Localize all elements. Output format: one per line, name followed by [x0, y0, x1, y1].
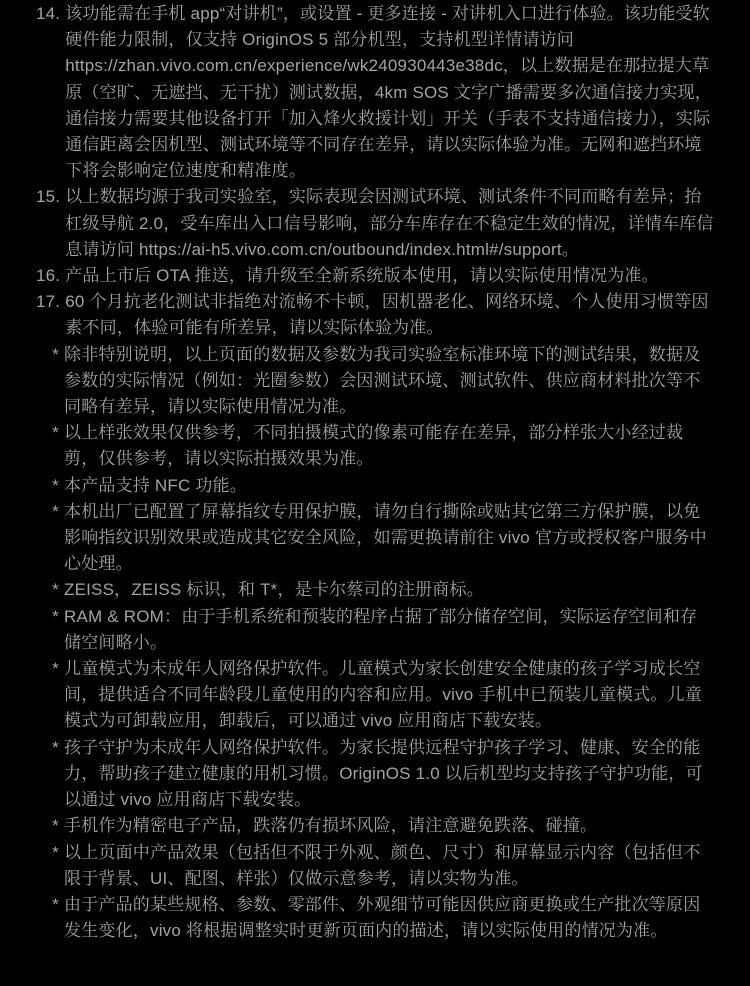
footnote-text: 儿童模式为未成年人网络保护软件。儿童模式为家长创建安全健康的孩子学习成长空间，提供适合不同年龄段儿童使用的内容和应用。vivo 手机中已预装儿童模式。儿童模式为可卸载应用，卸载后，可以通过 vivo 应用商店下载安装。	[64, 659, 702, 731]
footnote-item	[36, 656, 714, 735]
footnote-asterisk: *	[52, 580, 59, 600]
numbered-notes-list	[36, 1, 714, 342]
numbered-note-item	[36, 289, 714, 341]
footnote-asterisk: *	[52, 737, 59, 757]
footnote-item	[36, 420, 714, 472]
footnote-text: ZEISS，ZEISS 标识，和 T*，是卡尔蔡司的注册商标。	[64, 580, 484, 600]
footnote-item	[36, 473, 714, 499]
footnote-asterisk: *	[52, 423, 59, 443]
footnote-text: 以上样张效果仅供参考，不同拍摄模式的像素可能存在差异，部分样张大小经过裁剪，仅供参考，请以实际拍摄效果为准。	[64, 423, 684, 469]
footnote-item	[36, 735, 714, 814]
note-text: 60 个月抗老化测试非指绝对流畅不卡顿，因机器老化、网络环境、个人使用习惯等因素不同，体验可能有所差异，请以实际体验为准。	[65, 292, 709, 338]
numbered-note-item	[36, 184, 714, 263]
footnote-text: 手机作为精密电子产品，跌落仍有损坏风险，请注意避免跌落、碰撞。	[64, 816, 598, 836]
footnote-asterisk: *	[52, 842, 59, 862]
footnote-asterisk: *	[52, 816, 59, 836]
footnote-asterisk: *	[52, 344, 59, 364]
note-text: 以上数据均源于我司实验室，实际表现会因测试环境、测试条件不同而略有差异；抬杠级导航 2.0，受车库出入口信号影响，部分车库存在不稳定生效的情况，详情车库信息请访问 https://ai-h5.vivo.com.cn/outbound/index.html#/support。	[65, 187, 714, 259]
footnote-text: 本产品支持 NFC 功能。	[64, 475, 247, 495]
note-text: 产品上市后 OTA 推送，请升级至全新系统版本使用，请以实际使用情况为准。	[65, 266, 659, 286]
note-number: 14.	[36, 4, 61, 23]
footnote-item	[36, 577, 714, 603]
note-number: 15.	[36, 187, 61, 207]
footnote-asterisk: *	[52, 475, 59, 495]
footnote-asterisk: *	[52, 501, 59, 521]
note-text: 该功能需在手机 app“对讲机”，或设置 - 更多连接 - 对讲机入口进行体验。该功能受软硬件能力限制，仅支持 OriginOS 5 部分机型，支持机型详情请访问 https://zhan.vivo.com.cn/experience/wk240930443e38dc，以上数据是在那拉提大草原（空旷、无遮挡、无干扰）测试数据，4km SOS 文字广播需要多次通信接力实现，通信接力需要其他设备打开「加入烽火救援计划」开关（手表不支持通信接力），实际通信距离会因机型、测试环境等不同存在差异，请以实际体验为准。无网和遮挡环境下将会影响定位速度和精准度。	[65, 4, 712, 181]
footnote-text: 孩子守护为未成年人网络保护软件。为家长提供远程守护孩子学习、健康、安全的能力，帮助孩子建立健康的用机习惯。OriginOS 1.0 以后机型均支持孩子守护功能，可以通过 vivo 应用商店下载安装。	[64, 737, 703, 810]
footnote-text: 除非特别说明，以上页面的数据及参数为我司实验室标准环境下的测试结果，数据及参数的实际情况（例如：光圈参数）会因测试环境、测试软件、供应商材料批次等不同略有差异，请以实际使用情况为准。	[64, 344, 701, 417]
footnote-item	[36, 892, 714, 944]
note-number: 16.	[36, 266, 61, 286]
footnote-text: 本机出厂已配置了屏幕指纹专用保护膜，请勿自行撕除或贴其它第三方保护膜，以免影响指纹识别效果或造成其它安全风险，如需更换请前往 vivo 官方或授权客户服务中心处理。	[64, 501, 707, 574]
footnote-text: RAM & ROM：由于手机系统和预装的程序占据了部分储存空间，实际运存空间和存储空间略小。	[64, 606, 698, 652]
footnote-text: 由于产品的某些规格、参数、零部件、外观细节可能因供应商更换或生产批次等原因发生变化，vivo 将根据调整实时更新页面内的描述，请以实际使用的情况为准。	[64, 894, 701, 941]
footnote-item	[36, 499, 714, 578]
footnote-asterisk: *	[52, 659, 59, 679]
footnote-item	[36, 840, 714, 892]
footnote-asterisk: *	[52, 606, 59, 626]
footnote-text: 以上页面中产品效果（包括但不限于外观、颜色、尺寸）和屏幕显示内容（包括但不限于背景、UI、配图、样张）仅做示意参考，请以实物为准。	[64, 842, 701, 888]
footnote-asterisk: *	[52, 894, 59, 914]
numbered-note-item	[36, 1, 714, 184]
numbered-note-item	[36, 263, 714, 289]
note-number: 17.	[36, 292, 61, 312]
footnotes-list	[36, 342, 714, 945]
footnote-item	[36, 604, 714, 656]
footnote-item	[36, 813, 714, 839]
footnote-item	[36, 342, 714, 421]
